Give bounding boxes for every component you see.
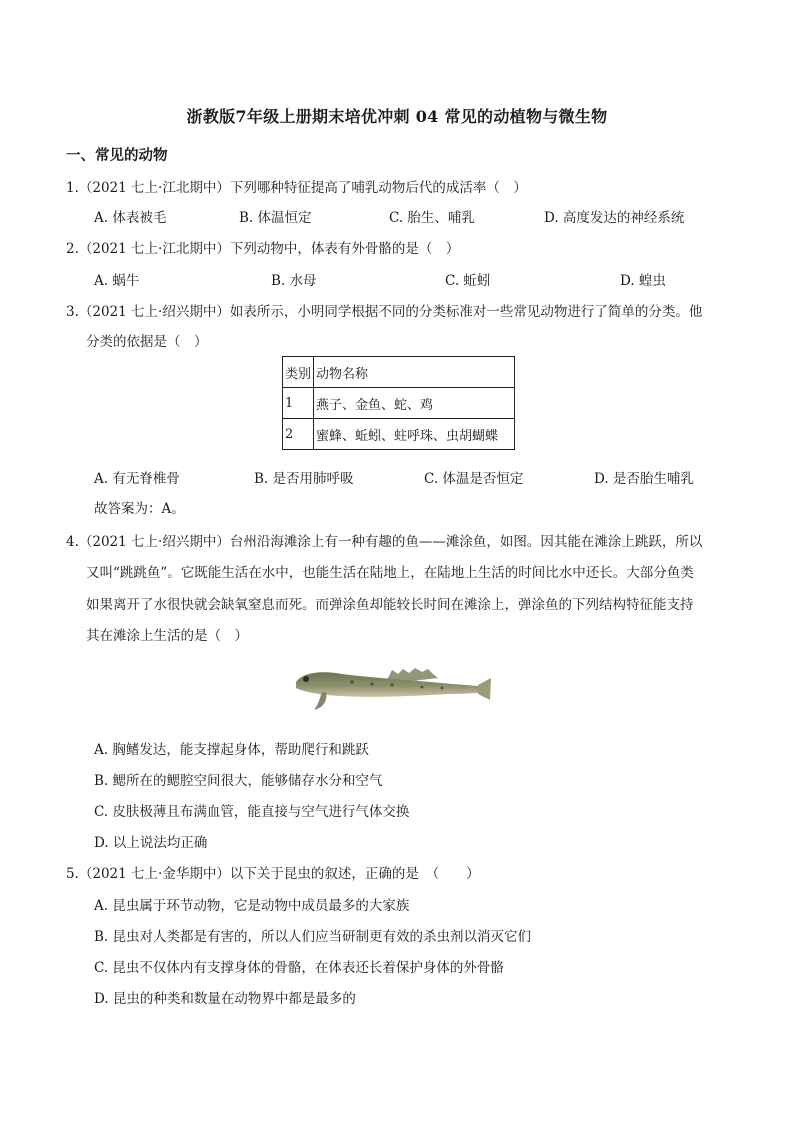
question-4-option-d: D. 以上说法均正确 (94, 835, 208, 851)
question-5-option-a: A. 昆虫属于环节动物，它是动物中成员最多的大家族 (94, 898, 410, 914)
question-4-option-b: B. 鳃所在的鳃腔空间很大，能够储存水分和空气 (94, 773, 383, 789)
table-cell: 蜜蜂、蚯蚓、蛀呼珠、虫胡蝴蝶 (314, 419, 515, 450)
question-3-answer: 故答案为：A。 (94, 501, 185, 517)
question-3-stem-line-1: 3.（2021 七上·绍兴期中）如表所示，小明同学根据不同的分类标准对一些常见动物进行了简单的分类。他 (66, 304, 703, 320)
question-3-option-b: B. 是否用肺呼吸 (254, 471, 354, 487)
table-cell: 燕子、金鱼、蛇、鸡 (314, 388, 515, 419)
question-2-option-a: A. 蜗牛 (94, 273, 140, 289)
question-5-option-b: B. 昆虫对人类都是有害的，所以人们应当研制更有效的杀虫剂以消灭它们 (94, 929, 532, 945)
question-3-option-a: A. 有无脊椎骨 (94, 471, 180, 487)
question-1-option-c: C. 胎生、哺乳 (389, 210, 475, 226)
question-1-option-d: D. 高度发达的神经系统 (544, 210, 685, 226)
question-1-option-a: A. 体表被毛 (94, 210, 167, 226)
question-4-stem-line-3: 如果离开了水很快就会缺氧窒息而死。而弹涂鱼却能较长时间在滩涂上，弹涂鱼的下列结构特征能支持 (86, 597, 694, 613)
question-2-stem: 2.（2021 七上·江北期中）下列动物中，体表有外骨骼的是（ ） (66, 241, 460, 257)
question-2-option-b: B. 水母 (271, 273, 317, 289)
table-header-cell: 动物名称 (314, 357, 515, 388)
question-4-stem-line-2: 又叫“跳跳鱼”。它既能生活在水中，也能生活在陆地上，在陆地上生活的时间比水中还长。大部分鱼类 (86, 565, 694, 581)
question-1-option-b: B. 体温恒定 (239, 210, 312, 226)
table-row (283, 419, 515, 450)
document-title: 浙教版7年级上册期末培优冲刺 04 常见的动植物与微生物 (186, 107, 608, 126)
question-5-option-c: C. 昆虫不仅体内有支撑身体的骨骼，在体表还长着保护身体的外骨骼 (94, 960, 504, 976)
question-3-option-d: D. 是否胎生哺乳 (594, 471, 694, 487)
table-header-cell: 类别 (283, 357, 314, 388)
section-heading: 一、常见的动物 (66, 147, 168, 164)
question-3-option-c: C. 体温是否恒定 (424, 471, 524, 487)
question-3-stem-line-2: 分类的依据是（ ） (86, 334, 208, 350)
question-2-option-d: D. 蝗虫 (620, 273, 666, 289)
table-cell: 2 (283, 419, 314, 450)
classification-table (282, 356, 515, 450)
question-5-stem: 5.（2021 七上·金华期中）以下关于昆虫的叙述，正确的是 （ ） (66, 866, 480, 882)
table-cell: 1 (283, 388, 314, 419)
question-4-option-a: A. 胸鳍发达，能支撑起身体，帮助爬行和跳跃 (94, 742, 369, 758)
question-2-option-c: C. 蚯蚓 (445, 273, 491, 289)
question-4-stem-line-1: 4.（2021 七上·绍兴期中）台州沿海滩涂上有一种有趣的鱼——滩涂鱼，如图。因其能在滩涂上跳跃，所以 (66, 534, 703, 550)
mudskipper-image (292, 660, 492, 716)
table-row (283, 388, 515, 419)
question-4-stem-line-4: 其在滩涂上生活的是（ ） (86, 628, 248, 644)
question-5-option-d: D. 昆虫的种类和数量在动物界中都是最多的 (94, 991, 356, 1007)
question-1-stem: 1.（2021 七上·江北期中）下列哪种特征提高了哺乳动物后代的成活率（ ） (66, 180, 527, 196)
table-header-row (283, 357, 515, 388)
question-4-option-c: C. 皮肤极薄且布满血管，能直接与空气进行气体交换 (94, 804, 410, 820)
